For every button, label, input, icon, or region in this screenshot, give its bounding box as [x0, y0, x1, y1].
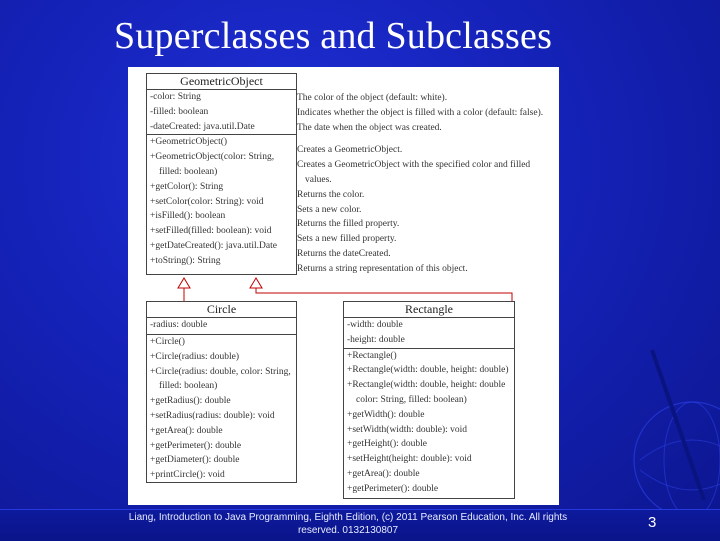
copyright-credit: Liang, Introduction to Java Programming, Eighth Edition, (c) 2011 Pearson Education, Inc. All rights reserved. 0132130807: [128, 512, 568, 536]
method: +getHeight(): double: [347, 439, 428, 450]
method: +Rectangle(): [347, 350, 397, 361]
method: +getPerimeter(): double: [150, 440, 242, 451]
description: Returns the filled property.: [297, 219, 400, 230]
description: Indicates whether the object is filled with a color (default: false).: [297, 107, 544, 118]
circle-class-box: [146, 301, 297, 483]
method: +toString(): String: [150, 255, 221, 266]
method: +getDiameter(): double: [150, 455, 240, 466]
rectangle-class-box: [343, 301, 515, 499]
description: Returns the color.: [297, 189, 365, 200]
description: The date when the object was created.: [297, 122, 442, 133]
method: +Rectangle(width: double, height: double): [347, 365, 509, 376]
circle-methods: [147, 335, 296, 483]
circle-class-name: Circle: [147, 302, 296, 318]
field: -dateCreated: java.util.Date: [150, 121, 255, 132]
circle-fields: [147, 318, 296, 335]
geometric-object-fields: [147, 90, 296, 135]
description: Sets a new color.: [297, 204, 362, 215]
method: +setFilled(filled: boolean): void: [150, 226, 272, 237]
description: The color of the object (default: white).: [297, 93, 448, 103]
method: filled: boolean): [159, 166, 218, 177]
method: +setHeight(height: double): void: [347, 454, 472, 465]
rectangle-methods: [344, 349, 514, 497]
field: -width: double: [347, 320, 403, 330]
description: Sets a new filled property.: [297, 234, 397, 245]
method: +getArea(): double: [150, 425, 223, 436]
method: +Rectangle(width: double, height: double: [347, 380, 506, 391]
geometric-object-class-name: GeometricObject: [147, 74, 296, 90]
description: Creates a GeometricObject with the specified color and filled: [297, 160, 531, 171]
method: +setColor(color: String): void: [150, 196, 264, 207]
rectangle-inheritance-arrowhead: [250, 278, 262, 288]
method: +isFilled(): boolean: [150, 211, 226, 222]
method: +GeometricObject(color: String,: [150, 152, 275, 163]
method: +getDateCreated(): java.util.Date: [150, 240, 277, 251]
description: Returns the dateCreated.: [297, 248, 391, 259]
geometric-object-methods: [147, 135, 296, 268]
method: +Circle(radius: double, color: String,: [150, 366, 291, 377]
field: -filled: boolean: [150, 106, 209, 117]
method: +getRadius(): double: [150, 396, 231, 407]
method: +Circle(): [150, 337, 185, 347]
circle-inheritance-arrowhead: [178, 278, 190, 288]
rectangle-inheritance-line: [256, 288, 512, 301]
method: +setWidth(width: double): void: [347, 424, 468, 435]
decorative-globe-graphic: [600, 340, 720, 520]
method: +setRadius(radius: double): void: [150, 410, 275, 421]
field: -color: String: [150, 92, 201, 102]
uml-diagram-panel: [128, 67, 559, 505]
rectangle-class-name: Rectangle: [344, 302, 514, 318]
method: filled: boolean): [159, 381, 218, 392]
method: color: String, filled: boolean): [356, 394, 467, 405]
geometric-object-class-box: [146, 73, 297, 275]
method: +getWidth(): double: [347, 409, 425, 420]
field: -height: double: [347, 334, 405, 345]
description: values.: [305, 174, 332, 185]
geometric-object-descriptions: [297, 91, 555, 277]
method: +getArea(): double: [347, 468, 420, 479]
method: +getPerimeter(): double: [347, 483, 439, 494]
page-number: 3: [648, 514, 657, 531]
slide-title: Superclasses and Subclasses: [114, 15, 553, 57]
method: +printCircle(): void: [150, 470, 225, 481]
method: +GeometricObject(): [150, 137, 228, 148]
description: Returns a string representation of this object.: [297, 263, 468, 274]
description: Creates a GeometricObject.: [297, 145, 403, 156]
field: -radius: double: [150, 320, 208, 330]
method: +getColor(): String: [150, 181, 224, 192]
method: +Circle(radius: double): [150, 351, 239, 362]
rectangle-fields: [344, 318, 514, 349]
